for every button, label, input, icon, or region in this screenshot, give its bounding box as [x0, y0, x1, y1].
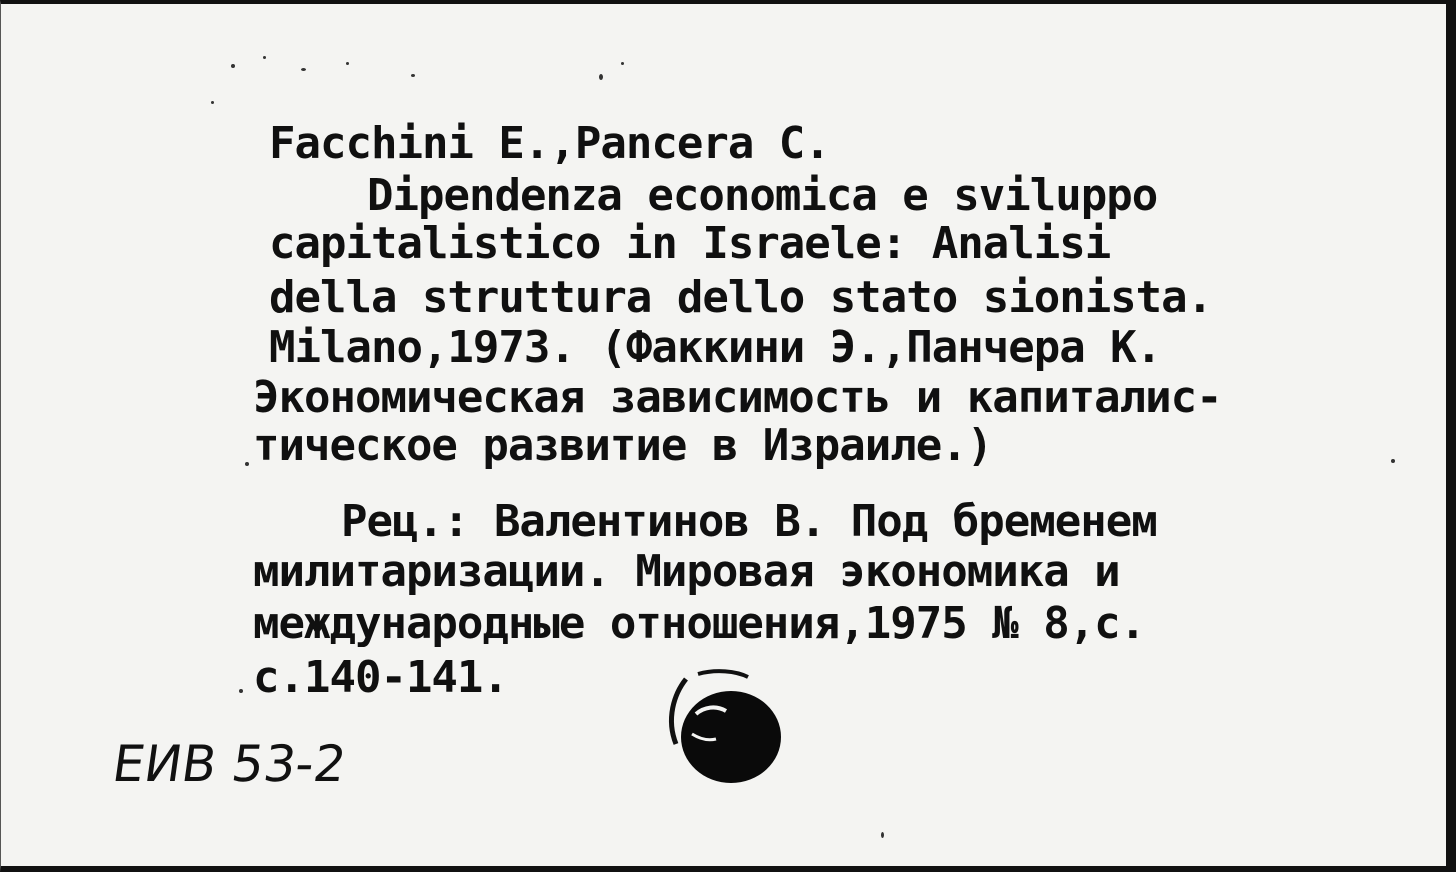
title-line: della struttura dello stato sionista.: [269, 272, 1213, 323]
review-line: Рец.: Валентинов В. Под бременем: [341, 496, 1157, 547]
scan-speck: [239, 689, 243, 693]
translation-line: Экономическая зависимость и капиталис-: [253, 372, 1222, 423]
scan-speck: [301, 68, 306, 71]
scan-speck: [263, 56, 266, 59]
translation-line: тическое развитие в Израиле.): [253, 420, 993, 471]
review-line: международные отношения,1975 № 8,с.: [253, 598, 1146, 649]
title-line: Dipendenza economica e sviluppo: [367, 170, 1158, 221]
scan-speck: [881, 832, 884, 838]
author-line: Facchini E.,Pancera C.: [269, 118, 830, 169]
scan-speck: [621, 62, 624, 65]
scan-speck: [211, 101, 214, 104]
ink-blot-stamp: [656, 659, 786, 789]
scan-speck: [599, 74, 603, 80]
title-line: capitalistico in Israele: Analisi: [269, 218, 1111, 269]
review-line: с.140-141.: [253, 652, 508, 703]
review-line: милитаризации. Мировая экономика и: [253, 546, 1120, 597]
imprint-line: Milano,1973. (Факкини Э.,Панчера К.: [269, 322, 1162, 373]
scan-speck: [245, 462, 249, 466]
scan-speck: [231, 64, 235, 68]
scan-speck: [346, 62, 349, 65]
scan-speck: [1391, 459, 1395, 463]
scan-speck: [411, 74, 415, 77]
handwritten-shelf-mark: ЕИВ 53-2: [108, 735, 350, 793]
